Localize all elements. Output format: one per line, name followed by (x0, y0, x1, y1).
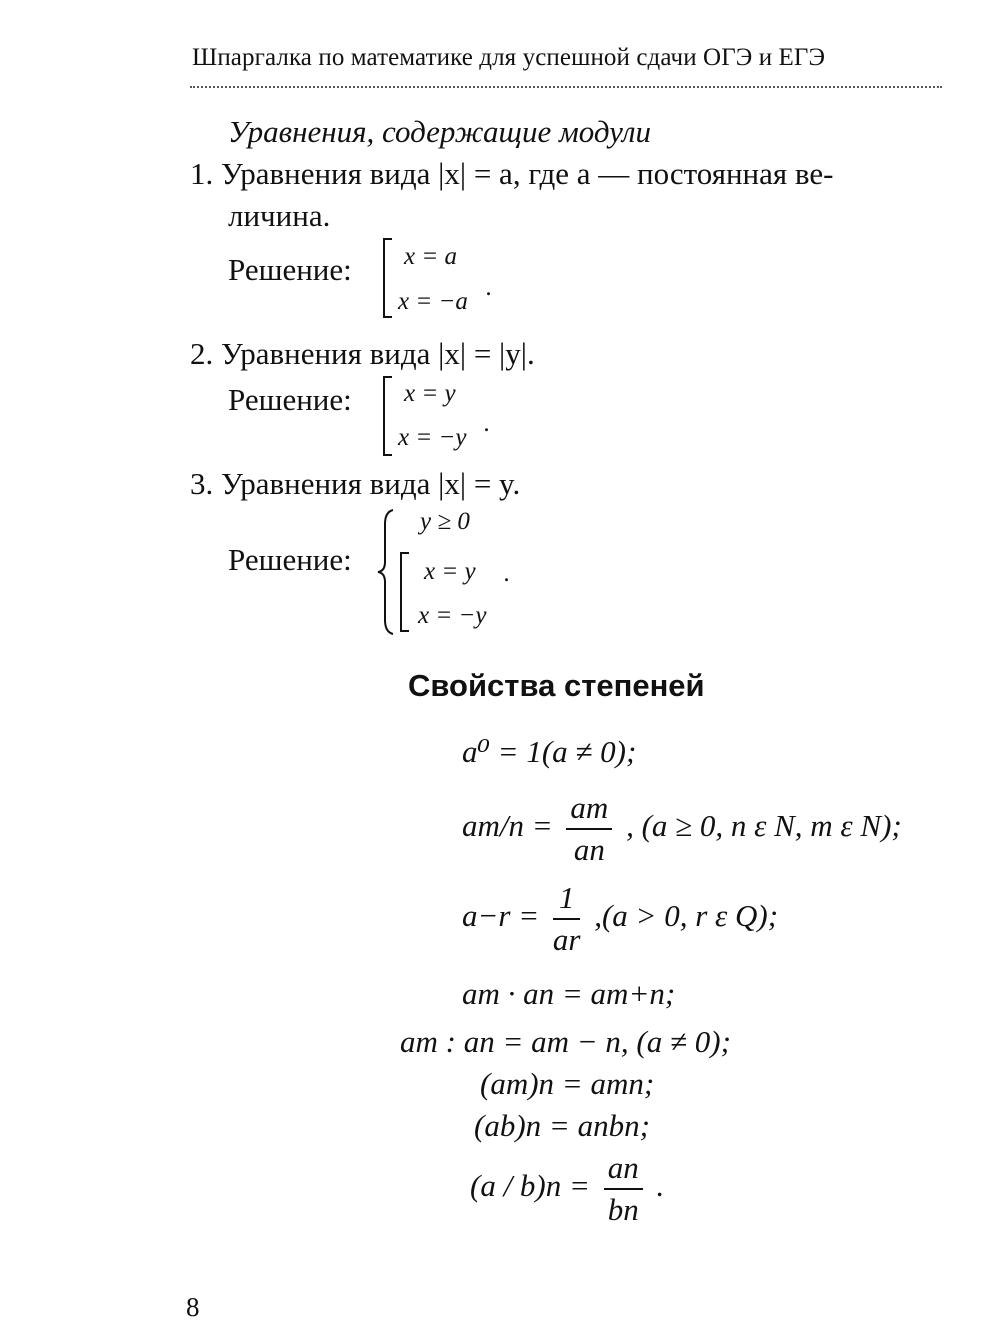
item-3-brace (376, 508, 396, 636)
item-1-text: Уравнения вида |x| = a, где a — постоянная ве- (221, 156, 834, 191)
page-number: 8 (186, 1292, 200, 1322)
running-header: Шпаргалка по математике для успешной сдачи ОГЭ и ЕГЭ (192, 44, 826, 71)
item-2-text: Уравнения вида |x| = |y|. (221, 336, 535, 371)
item-2-line-1: x = y (404, 380, 456, 407)
item-3-text: Уравнения вида |x| = y. (221, 466, 521, 501)
item-1 (190, 156, 833, 192)
formula-3-denominator: ar (552, 922, 581, 957)
item-2-line-2: x = −y (398, 424, 467, 451)
formula-8-period: . (656, 1168, 665, 1204)
formula-power-of-quotient (470, 1150, 664, 1230)
formula-3-lhs: a−r = (462, 898, 540, 934)
formula-2-lhs: am/n = (462, 808, 553, 844)
formula-8-fraction (604, 1150, 643, 1228)
formula-8-denominator: bn (607, 1192, 639, 1227)
item-3-line-1: x = y (424, 558, 476, 585)
formula-2-denominator: an (573, 832, 605, 867)
item-1-number: 1. (190, 156, 214, 191)
formula-2-numerator: am (566, 790, 612, 830)
item-3 (190, 466, 520, 502)
formula-zero-power: a⁰ = 1(a ≠ 0); (462, 734, 637, 769)
item-1-dot: . (486, 274, 493, 301)
item-3-bracket (400, 552, 402, 632)
item-2-dot: . (484, 410, 491, 437)
formula-2-fraction (566, 790, 612, 868)
powers-title: Свойства степеней (408, 668, 705, 703)
item-1-line-1: x = a (404, 243, 457, 270)
item-1-line-2: x = −a (398, 288, 468, 315)
item-3-solution-label: Решение: (228, 542, 352, 577)
formula-3-fraction (553, 880, 581, 958)
item-2-bracket (383, 376, 385, 456)
formula-3-condition: ,(a > 0, r ε Q); (594, 898, 779, 934)
item-3-dot: . (504, 560, 511, 587)
item-1-solution-label: Решение: (228, 252, 352, 287)
item-2-solution-label: Решение: (228, 382, 352, 417)
item-2 (190, 336, 535, 372)
formula-negative-power (462, 880, 778, 960)
section-title: Уравнения, содержащие модули (228, 114, 652, 149)
formula-2-condition: , (a ≥ 0, n ε N, m ε N); (626, 808, 902, 844)
item-3-line-2: x = −y (418, 602, 487, 629)
header-divider (190, 86, 942, 88)
item-2-number: 2. (190, 336, 214, 371)
item-3-number: 3. (190, 466, 214, 501)
formula-product: am · an = am+n; (462, 976, 676, 1011)
formula-quotient: am : an = am − n, (a ≠ 0); (400, 1024, 731, 1059)
item-3-condition: y ≥ 0 (420, 508, 470, 535)
formula-power-of-product: (ab)n = anbn; (474, 1108, 650, 1143)
item-1-bracket (383, 238, 385, 318)
formula-power-of-power: (am)n = amn; (480, 1066, 655, 1101)
item-1-text-cont: личина. (228, 198, 331, 233)
formula-fraction-power (462, 790, 902, 870)
formula-8-numerator: an (604, 1150, 643, 1190)
formula-3-numerator: 1 (553, 880, 581, 920)
formula-8-lhs: (a / b)n = (470, 1168, 590, 1204)
